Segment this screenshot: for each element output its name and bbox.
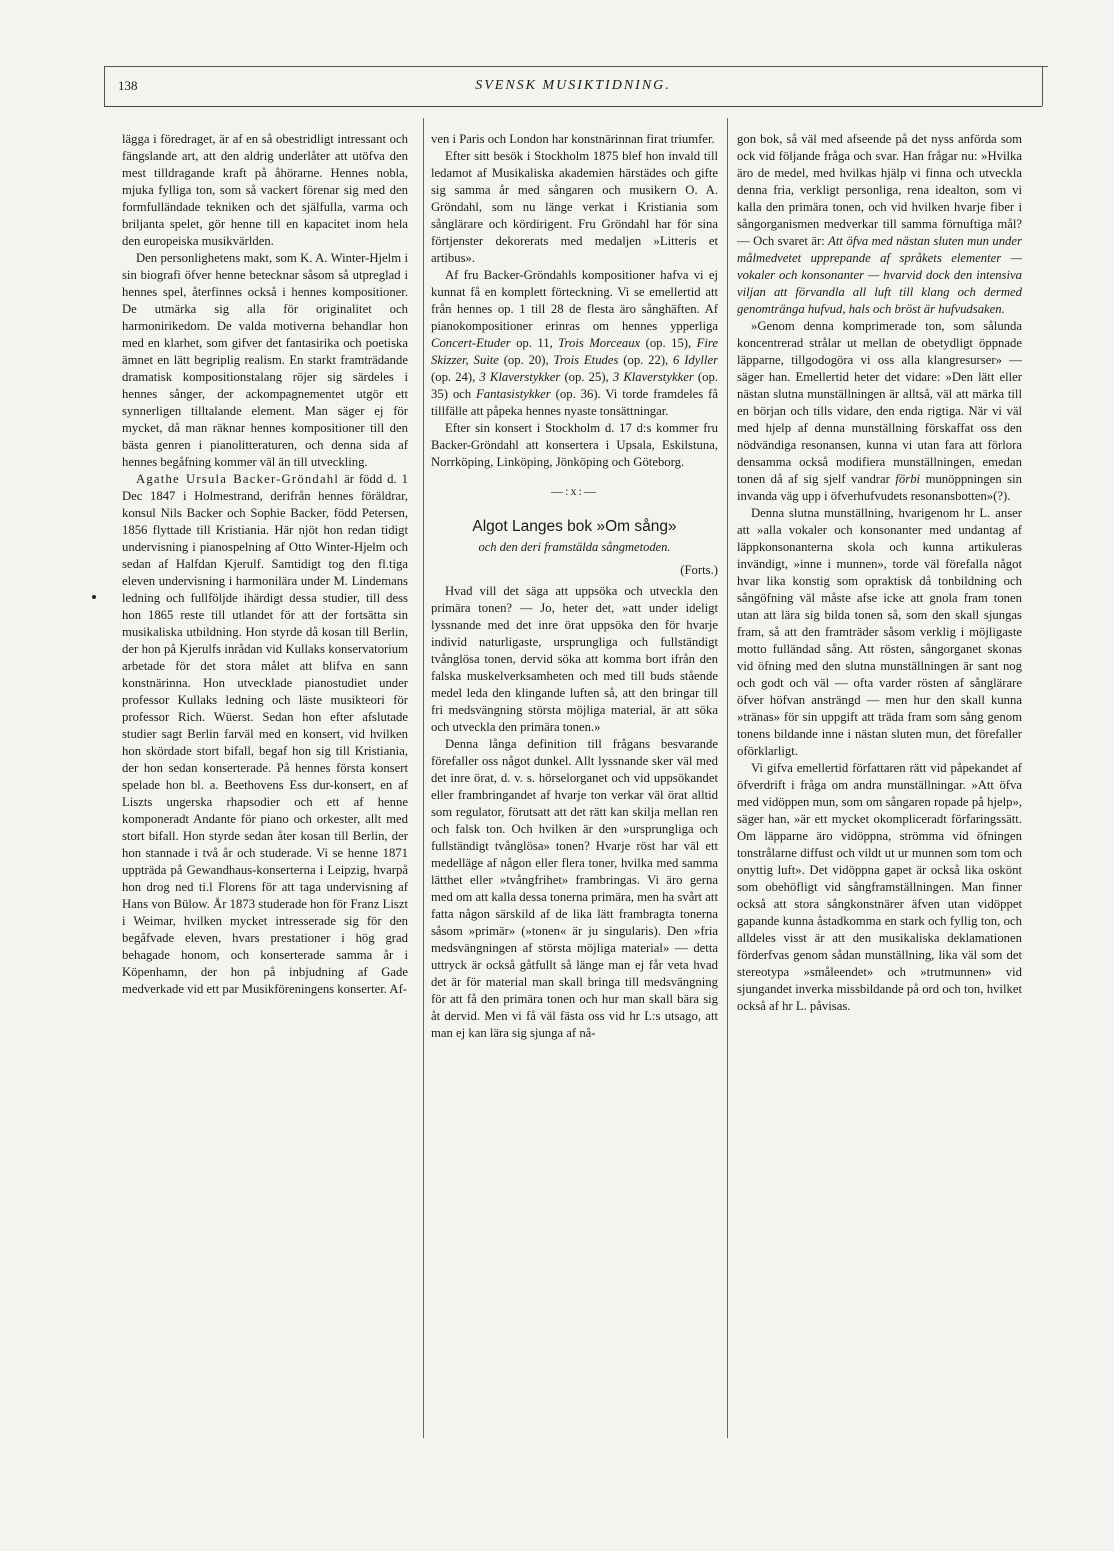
continued-note: (Forts.) [680, 563, 718, 577]
work-title: 6 Idyller [673, 353, 718, 367]
column-3 [737, 131, 1022, 1015]
text: »Genom denna komprimerade ton, som sålunda koncentrerad strålar ut mellan de obetydligt öppnade läpparne, tillgodogöra vi oss alla klangresurser» — säger han. Emellertid heter det vidare: »Den lätt eller nästan slutna munställningen är alltså, väl att märka till en början och tills vidare, den enda rigtiga. När vi väl med hjelp af denna munställning förskaffat oss den nödvändiga resonansen, kunna vi utan fara att förlora densamma också modifiera munställningen, emedan tonen då af sig sjelf vandrar [737, 319, 1022, 486]
article-title: Algot Langes bok »Om sång» [472, 518, 677, 535]
text: munöppningen sin invanda väg upp i öfverhufvudets resonansbotten»(?). [737, 472, 1022, 503]
person-name: Agathe Ursula Backer-Gröndahl [136, 472, 340, 486]
work-title: 3 Klaverstykker [612, 370, 694, 384]
text: (op. 36). Vi torde framdeles få tillfälle att påpeka hennes nyaste tonsättningar. [431, 387, 718, 418]
paragraph-text: är född d. 1 Dec 1847 i Holmestrand, derifrån hennes föräldrar, konsul Nils Backer och Sophie Backer, född Petersen, 1856 flyttade till Kristiania. Här njöt hon redan tidigt undervisning i pianospelning af Otto Winter-Hjelm och sedan af Halfdan Kjerulf. Samtidigt tog den fl.tiga eleven undervisning i harmonilära under M. Lindemans ledning och fullföljde ihärdigt dessa studier, till dess hon 1865 reste till utlandet för att der fortsätta sin musikaliska utbildning. Hon styrde då kosan till Berlin, der hon på Kjerulfs inrådan vid Kullaks konservatorium arbetade för det stora målet att blifva en sann konstnärinna. Hon utvecklade pianostudiet under professor Kullaks ledning och läste musikteori för professor Rich. Wüerst. Sedan hon efter afslutade studier sagt Berlin farväl med en konsert, vid hvilken hon skördade stort bifall, begaf hon sig till Kristiania, der hon sedan konserterade. På hennes första konsert spelade hon bl. a. Beethovens Ess dur-konsert, en af Liszts ungerska rhapsodier och ett af henne komponeradt Andante för piano och orkester, allt med stort bifall. Hon styrde sedan åter kosan till Berlin, der hon stannade i två år och studerade. Vi se henne 1871 uppträda på Gewandhaus-konserterna i Leipzig, hvarpå hon drog ned ti.l Florens för att taga undervisning af Hans von Bülow. År 1873 studerade hon för Franz Liszt i Weimar, hvilken mycket intresserade sig för den begåfvade eleven, hvars prestationer i hög grad behagade honom, och konserterade samma år i Köpenhamn, der hon på inbjudning af Gade medverkade vid ett par Musikföreningens konserter. Af- [122, 472, 408, 996]
paragraph: Den personlighetens makt, som K. A. Winter-Hjelm i sin biografi öfver henne betecknar såsom så utpreglad i hennes spel, återfinnes också i hennes kompositioner. De utmärka sig alla för originalitet och harmonirikedom. De valda motiverna behandlar hon med en klarhet, som gifver det fantasirika och poetiska ämnet en lätt begriplig realism. En starkt framträdande dramatisk kompositionstalang röjer sig särdeles i hennes sånger, der ackompagnementet utgör ett synnerligen tilltalande element. Man säger ej för mycket, då man räknar hennes kompositioner till den bästa genren i pianolitteraturen, och denna sida af hennes begåfning kommer väl än till utveckling. [122, 251, 408, 469]
paragraph [431, 267, 718, 420]
work-title: Concert-Etuder [431, 336, 511, 350]
text: gon bok, så väl med afseende på det nyss anförda som ock vid följande fråga och svar. Han frågar nu: »Hvilka äro de medel, med hvilkas hjälp vi finna och utveckla denna fria, verkligt personliga, rena idealton, som vi kalla den primära tonen, och vid hvilken hvarje fiber i sångorganismen medverkar till samma förnuftiga mål? — Och svaret är: [737, 132, 1022, 248]
emphasis: förbi [895, 472, 921, 486]
paragraph [122, 471, 408, 998]
work-title: Trois Morceaux [558, 336, 641, 350]
text: (op. 15), [640, 336, 697, 350]
paragraph [737, 131, 1022, 318]
text: (op. 20), [498, 353, 554, 367]
journal-title: SVENSK MUSIKTIDNING. [475, 78, 671, 93]
text: (op. 22), [618, 353, 674, 367]
section-separator: —:x:— [551, 484, 598, 498]
work-title: Trois Etudes [553, 353, 619, 367]
text: (op. 24), [431, 370, 480, 384]
column-divider-2 [727, 118, 728, 1438]
work-title: Fantasistykker [476, 387, 551, 401]
paragraph: Denna slutna munställning, hvarigenom hr L. anser att »alla vokaler och konsonanter med undantag af läppkonsonanterna skola och kunna artikuleras invändigt, »inne i munnen», torde väl förefalla något hvar lika konstig som opraktisk då tonbildning och sångöfning väl måste afse icke att gnola fram tonen utan att lära sig bilda tonen så, som den skall sjungas fram, så att den framträder såsom verklig i möjligaste motto fulländad sång. Att rösten, sångorganet skonas vid öfning med den slutna munställningen är sant nog och godt och väl — ofta varder rösten af sånglärare öfver höfvan ansträngd — men hur den skall kunna »tränas» för sin uppgift att träda fram som sång genom tonens bildande inne i nästan sluten mun, det förefaller oförklarligt. [737, 506, 1022, 758]
text: op. 11, [510, 336, 559, 350]
work-title: Fire Skizzer, Suite [431, 336, 718, 367]
article-subtitle: och den deri framstälda sångmetoden. [478, 540, 671, 554]
column-divider-1 [423, 118, 424, 1438]
paragraph: Efter sin konsert i Stockholm d. 17 d:s kommer fru Backer-Gröndahl att konsertera i Upsala, Eskilstuna, Norrköping, Linköping, Jönköping och Göteborg. [431, 421, 718, 469]
column-2 [431, 131, 718, 1042]
frame-line-top [104, 66, 1048, 67]
paragraph: Efter sitt besök i Stockholm 1875 blef hon invald till ledamot af Musikaliska akademien härstädes och gifte sig samma år med sångaren och musikern O. A. Gröndahl, som nu länge verkat i Kristiania som sånglärare och kördirigent. Fru Gröndahl har för sina förtjenster dekorerats med medaljen »Litteris et artibus». [431, 149, 718, 265]
text: Af fru Backer-Gröndahls kompositioner hafva vi ej kunnat få en komplett förteckning. Vi se emellertid att från hennes op. 1 till 28 de flesta äro sånghäften. Af pianokompositioner erinras om hennes ypperliga [431, 268, 718, 333]
paragraph: Vi gifva emellertid författaren rätt vid påpekandet af öfverdrift i fråga om andra munställningar. »Att öfva med vidöppen mun, som om sångaren ropade på hjelp», säger han, »är ett mycket okompliceradt förfaringssätt. Om läpparne äro vidöppna, strömma vid öfningen tonstrålarne diffust och vildt ut ur munnen som tom och onyttig luft». Det vidöppna gapet är också lika oskönt som obehöfligt vid sångframställningen. Man finner också att stora sångkonstnärer äfven utan vidöppet gapande kunna åstadkomma en stark och fyllig ton, och alldeles visst är att den musikaliska deklamationen förderfvas genom sådan munställning, lika väl som det stereotypa »småleendet» och »trutmunnen» vid sjungandet inverka missbildande på ord och ton, hvilket också af hr L. påvisas. [737, 761, 1022, 1013]
margin-dot [92, 595, 96, 599]
work-title: 3 Klaverstykker [479, 370, 561, 384]
page-number: 138 [118, 78, 138, 93]
running-header [104, 78, 1042, 100]
paragraph: ven i Paris och London har konstnärinnan firat triumfer. [431, 132, 715, 146]
emphasis: Att öfva med nästan sluten mun under målmedvetet upprepande af språkets elementer — vokaler och konsonanter — hvarvid dock den intensiva viljan att förvandla all luft till klang och dermed genomtränga hufvud, hals och bröst är hufvudsaken. [737, 234, 1022, 316]
text: (op. 35) och [431, 370, 718, 401]
paragraph [737, 318, 1022, 505]
column-1 [122, 131, 408, 998]
text: (op. 25), [560, 370, 613, 384]
paragraph: lägga i föredraget, är af en så obestridligt intressant och fängslande art, att den aldrig underlåter att utöfva den mest tilldragande kraft på åhörarne. Hennes nobla, mjuka fylliga ton, som så vackert förenar sig med den formfulländade tekniken och det själfulla, varma och briljanta spelet, gör henne till en kapacitet inom hela den europeiska musikvärlden. [122, 132, 408, 248]
paragraph: Hvad vill det säga att uppsöka och utveckla den primära tonen? — Jo, heter det, »att under ideligt lyssnande med det inre örat uppsöka den för hvarje individ naturligaste, ursprungliga och fullständigt tvånglösa tonen, dervid söka att komma bort ifrån den falska muskelverksamheten och med till buds stående medel leda den klingande luften så, att den bringar till fri medsvängning största möjliga material, är att söka och utveckla den primära tonen.» [431, 584, 718, 734]
frame-line-right [1042, 66, 1043, 106]
paragraph: Denna långa definition till frågans besvarande förefaller oss något dunkel. Allt lyssnande sker väl med det inre örat, d. v. s. hörselorganet och vid uppsökandet eller frambringandet af hvarje ton verkar väl örat alltid som regulator, förutsatt att det rätt kan skilja mellan ren och falsk ton. Och hvilken är den »ursprungliga och fullständigt tvånglösa» tonen? Hvarje röst har väl ett medelläge af någon eller flera toner, hvilka med samma lätthet eller »tvångfrihet» frambringas. Vi äro gerna med om att kalla dessa tonerna primära, men ha svårt att fatta någon särskild af de lika lätt frambragta tonerna såsom »primär» (»tonen« är ju singularis). Den »fria medsvängningen af största möjliga material» — detta uttryck är också gåtfullt så länge man ej får veta hvad det är för material man skall bringa till medsvängning för att få den primära tonen och hur man skall bära sig åt dervid. Men vi få väl fästa oss vid hr L:s utsago, att man ej kan lära sig sjunga af nå- [431, 737, 718, 1040]
header-rule [104, 106, 1042, 107]
